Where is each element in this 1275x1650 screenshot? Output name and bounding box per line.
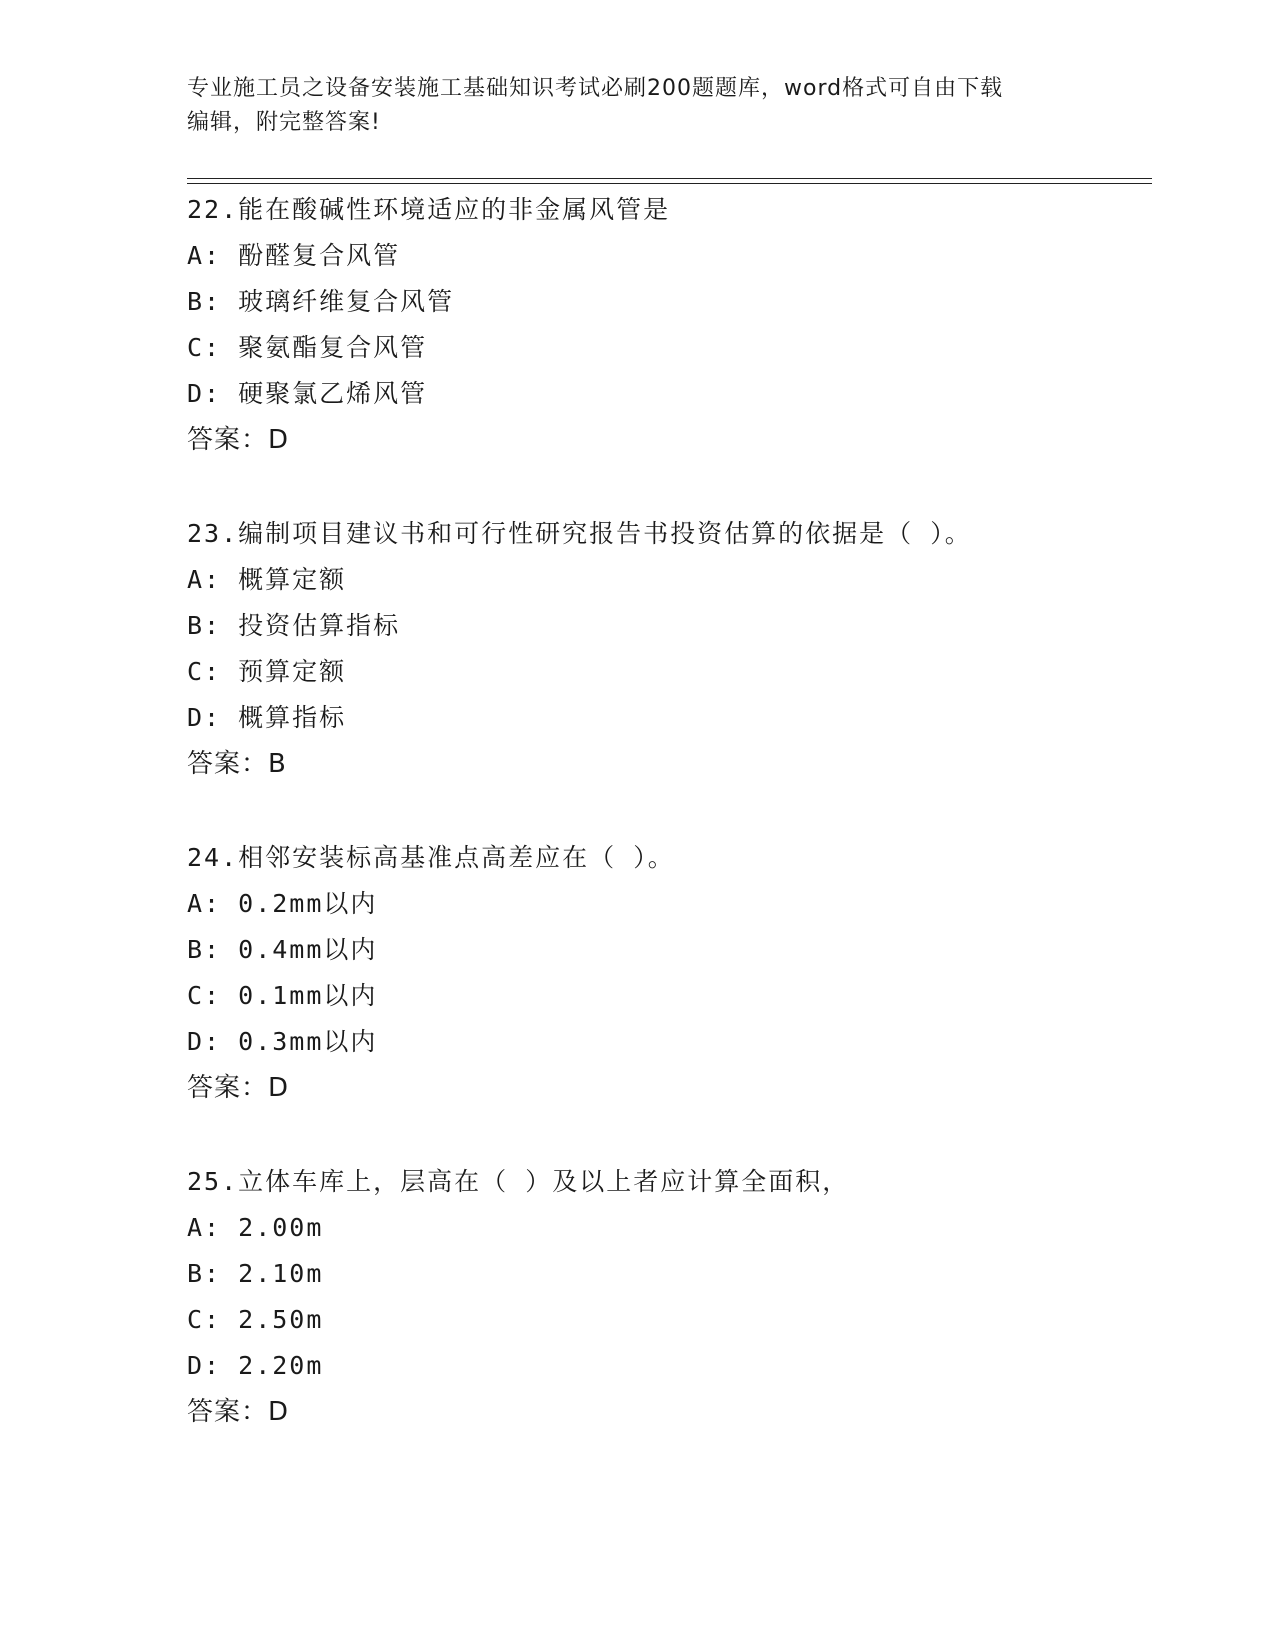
question-stem: 22.能在酸碱性环境适应的非金属风管是 [187, 195, 671, 224]
header-line-1: 专业施工员之设备安装施工基础知识考试必刷200题题库，word格式可自由下载 [187, 76, 1004, 101]
option-c: C: 预算定额 [187, 657, 347, 686]
option-b: B: 投资估算指标 [187, 611, 401, 640]
question-stem: 25.立体车库上，层高在（ ）及以上者应计算全面积， [187, 1167, 850, 1196]
answer: 答案：D [187, 425, 290, 455]
answer: 答案：D [187, 1073, 290, 1103]
question-23 [187, 511, 1147, 787]
option-d: D: 2.20m [187, 1351, 324, 1380]
answer: 答案：D [187, 1397, 290, 1427]
question-list [187, 187, 1147, 1483]
option-d: D: 硬聚氯乙烯风管 [187, 379, 428, 408]
header-divider-top [187, 178, 1152, 179]
option-d: D: 概算指标 [187, 703, 347, 732]
answer: 答案：B [187, 749, 287, 779]
question-25 [187, 1159, 1147, 1435]
option-a: A: 概算定额 [187, 565, 347, 594]
header-divider-bottom [187, 183, 1152, 184]
question-22 [187, 187, 1147, 463]
option-a: A: 酚醛复合风管 [187, 241, 401, 270]
question-24 [187, 835, 1147, 1111]
option-c: C: 聚氨酯复合风管 [187, 333, 428, 362]
question-stem: 24.相邻安装标高基准点高差应在（ ）。 [187, 843, 675, 872]
option-b: B: 玻璃纤维复合风管 [187, 287, 455, 316]
option-c: C: 2.50m [187, 1305, 324, 1334]
header-line-2: 编辑，附完整答案! [187, 110, 381, 135]
option-b: B: 2.10m [187, 1259, 324, 1288]
option-d: D: 0.3mm以内 [187, 1027, 378, 1056]
option-b: B: 0.4mm以内 [187, 935, 378, 964]
option-a: A: 0.2mm以内 [187, 889, 378, 918]
option-c: C: 0.1mm以内 [187, 981, 378, 1010]
question-stem: 23.编制项目建议书和可行性研究报告书投资估算的依据是（ ）。 [187, 519, 972, 548]
document-header [187, 72, 1087, 140]
option-a: A: 2.00m [187, 1213, 324, 1242]
